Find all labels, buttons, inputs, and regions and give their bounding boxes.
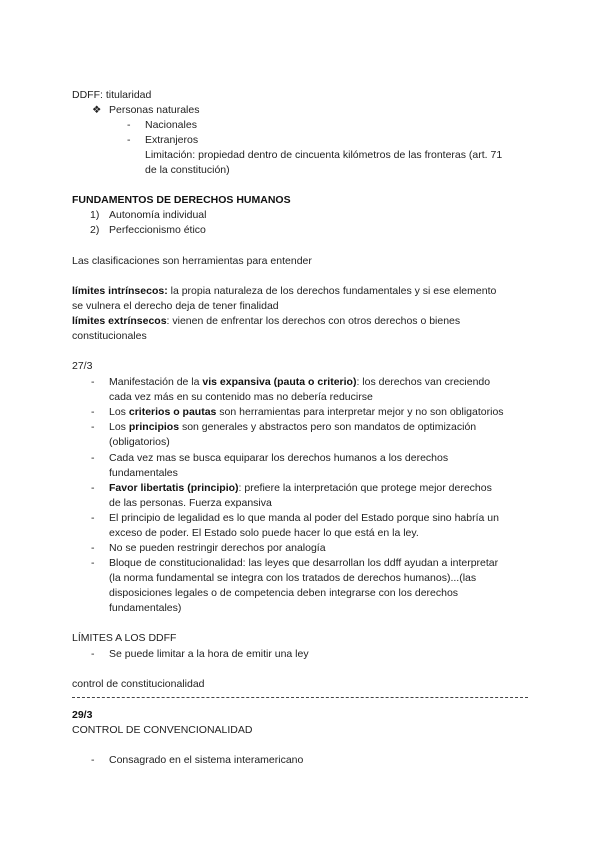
principios-line-2: (obligatorios) [109,436,170,448]
convencionalidad-item: Consagrado en el sistema interamericano [109,754,304,766]
extrinsecos-line-2: constitucionales [72,330,147,342]
text-span: : los derechos van creciendo [356,376,491,388]
text-span: : prefiere la interpretación que protege mejor derechos [238,482,492,494]
personas-naturales: Personas naturales [109,104,200,116]
analogia-line: No se pueden restringir derechos por analogía [109,542,326,554]
vis-expansiva-line-1 [109,375,490,389]
bloque-line-4: fundamentales) [109,602,182,614]
intrinsecos-label: límites intrínsecos: [72,285,168,297]
convencionalidad-heading: CONTROL DE CONVENCIONALIDAD [72,724,253,736]
dash-marker: - [91,557,95,569]
list-item: Autonomía individual [109,209,207,221]
favor-libertatis-line-2: de las personas. Fuerza expansiva [109,497,272,509]
list-number: 1) [90,209,100,221]
principios-line-1 [109,420,476,434]
dash-marker: - [91,648,95,660]
limites-ddff-item: Se puede limitar a la hora de emitir una ley [109,648,309,660]
dash-marker: - [127,134,131,146]
bloque-line-3: disposiciones legales o de competencia deben integrarse con los derechos [109,587,459,599]
dash-marker: - [91,512,95,524]
cada-vez-line-1: Cada vez mas se busca equiparar los derechos humanos a los derechos [109,452,449,464]
cada-vez-line-2: fundamentales [109,467,178,479]
bold-span: Favor libertatis (principio) [109,482,239,494]
favor-libertatis-line-1 [109,481,492,495]
legalidad-line-1: El principio de legalidad es lo que manda al poder del Estado porque sino habría un [109,512,499,524]
dash-marker: - [91,542,95,554]
date-27-3: 27/3 [72,360,93,372]
titularidad-heading: DDFF: titularidad [72,89,152,101]
limites-ddff-heading: LÍMITES A LOS DDFF [72,632,177,644]
list-item: Perfeccionismo ético [109,224,206,236]
intrinsecos-text: la propia naturaleza de los derechos fundamentales y si ese elemento [167,285,497,297]
bold-span: vis expansiva (pauta o criterio) [202,376,357,388]
dash-marker: - [91,376,95,388]
bloque-line-2: (la norma fundamental se integra con los tratados de derechos humanos)...(las [109,572,477,584]
fundamentos-heading: FUNDAMENTOS DE DERECHOS HUMANOS [72,194,291,206]
dash-marker: - [127,119,131,131]
text-span: son generales y abstractos pero son mandatos de optimización [179,421,477,433]
dash-marker: - [91,421,95,433]
dash-marker: - [91,452,95,464]
extrinsecos-text: : vienen de enfrentar los derechos con otros derechos o bienes [166,315,461,327]
text-span: son herramientas para interpretar mejor y no son obligatorios [216,406,504,418]
dash-marker: - [91,754,95,766]
text-span: Manifestación de la [109,376,203,388]
date-29-3: 29/3 [72,709,93,721]
vis-expansiva-line-2: cada vez más en su contenido mas no debería reducirse [109,391,373,403]
dash-marker: - [91,482,95,494]
text-span: Los [109,421,129,433]
bold-span: principios [128,421,180,433]
clasificaciones-paragraph: Las clasificaciones son herramientas para entender [72,255,312,267]
extrinsecos-label: límites extrínsecos [72,315,167,327]
bold-span: criterios o pautas [128,406,217,418]
control-constitucionalidad: control de constitucionalidad [72,678,205,690]
dashed-separator [72,697,528,698]
criterios-line [109,405,504,419]
dash-marker: - [91,406,95,418]
nacionales: Nacionales [145,119,197,131]
bloque-line-1: Bloque de constitucionalidad: las leyes que desarrollan los ddff ayudan a interpretar [109,557,499,569]
extranjeros: Extranjeros [145,134,199,146]
diamond-bullet-icon: ❖ [92,104,102,116]
text-span: Los [109,406,129,418]
legalidad-line-2: exceso de poder. El Estado solo puede hacer lo que está en la ley. [109,527,419,539]
limitacion-line-2: de la constitución) [145,164,230,176]
extrinsecos-line-1 [72,314,460,328]
intrinsecos-line-1 [72,284,496,298]
list-number: 2) [90,224,100,236]
limitacion-line-1: Limitación: propiedad dentro de cincuenta kilómetros de las fronteras (art. 71 [145,149,503,161]
intrinsecos-line-2: se vulnera el derecho deja de tener finalidad [72,300,279,312]
